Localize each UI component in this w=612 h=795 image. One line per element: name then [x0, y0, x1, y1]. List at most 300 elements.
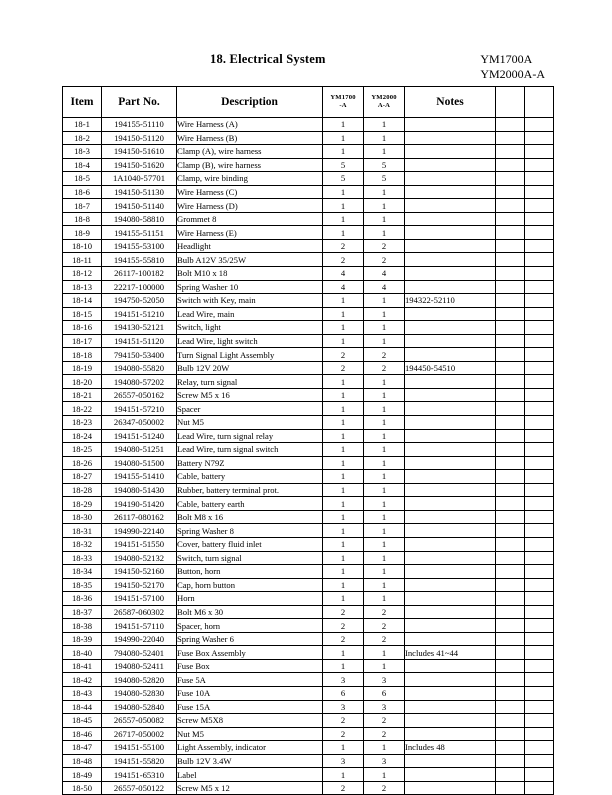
cell-notes	[405, 781, 496, 795]
cell-extra-2	[525, 537, 554, 551]
table-row	[63, 768, 554, 782]
cell-part-no: 26557-050162	[102, 388, 177, 402]
cell-extra-2	[525, 551, 554, 565]
cell-extra-1	[496, 456, 525, 470]
cell-extra-2	[525, 646, 554, 660]
cell-notes	[405, 619, 496, 633]
cell-extra-1	[496, 673, 525, 687]
cell-extra-1	[496, 714, 525, 728]
cell-qty-ym1700a: 1	[323, 388, 364, 402]
cell-description: Fuse 15A	[177, 700, 323, 714]
cell-part-no: 194080-51251	[102, 443, 177, 457]
cell-item: 18-1	[63, 118, 102, 132]
cell-qty-ym1700a: 1	[323, 565, 364, 579]
cell-qty-ym1700a: 1	[323, 768, 364, 782]
cell-extra-1	[496, 158, 525, 172]
table-row	[63, 605, 554, 619]
cell-description: Wire Harness (E)	[177, 226, 323, 240]
cell-extra-2	[525, 294, 554, 308]
cell-extra-2	[525, 321, 554, 335]
table-row	[63, 686, 554, 700]
table-row	[63, 592, 554, 606]
cell-notes	[405, 348, 496, 362]
column-header-item: Item	[63, 87, 102, 118]
cell-extra-2	[525, 781, 554, 795]
cell-qty-ym2000a-a: 1	[364, 565, 405, 579]
cell-notes	[405, 199, 496, 213]
cell-qty-ym1700a: 2	[323, 348, 364, 362]
cell-qty-ym1700a: 1	[323, 483, 364, 497]
cell-extra-1	[496, 267, 525, 281]
cell-description: Relay, turn signal	[177, 375, 323, 389]
cell-part-no: 194155-53100	[102, 239, 177, 253]
cell-notes	[405, 280, 496, 294]
cell-qty-ym1700a: 1	[323, 470, 364, 484]
cell-description: Fuse Box Assembly	[177, 646, 323, 660]
cell-extra-1	[496, 686, 525, 700]
cell-notes	[405, 267, 496, 281]
cell-item: 18-24	[63, 429, 102, 443]
table-row	[63, 551, 554, 565]
cell-qty-ym2000a-a: 1	[364, 388, 405, 402]
cell-part-no: 22217-100000	[102, 280, 177, 294]
table-row	[63, 781, 554, 795]
cell-part-no: 194150-51130	[102, 185, 177, 199]
cell-part-no: 194190-51420	[102, 497, 177, 511]
cell-description: Bolt M6 x 30	[177, 605, 323, 619]
cell-description: Bolt M8 x 16	[177, 510, 323, 524]
cell-description: Wire Harness (D)	[177, 199, 323, 213]
cell-qty-ym2000a-a: 5	[364, 158, 405, 172]
cell-item: 18-2	[63, 131, 102, 145]
cell-part-no: 194080-51430	[102, 483, 177, 497]
table-row	[63, 565, 554, 579]
cell-qty-ym1700a: 2	[323, 605, 364, 619]
cell-qty-ym2000a-a: 1	[364, 199, 405, 213]
cell-notes: 194450-54510	[405, 361, 496, 375]
cell-description: Wire Harness (B)	[177, 131, 323, 145]
cell-qty-ym1700a: 1	[323, 145, 364, 159]
cell-description: Button, horn	[177, 565, 323, 579]
cell-extra-1	[496, 524, 525, 538]
table-row	[63, 524, 554, 538]
cell-description: Turn Signal Light Assembly	[177, 348, 323, 362]
cell-item: 18-39	[63, 632, 102, 646]
cell-item: 18-35	[63, 578, 102, 592]
table-row	[63, 253, 554, 267]
cell-qty-ym2000a-a: 1	[364, 524, 405, 538]
cell-part-no: 194151-57110	[102, 619, 177, 633]
cell-item: 18-18	[63, 348, 102, 362]
cell-qty-ym2000a-a: 1	[364, 551, 405, 565]
cell-qty-ym2000a-a: 2	[364, 239, 405, 253]
cell-extra-2	[525, 619, 554, 633]
cell-extra-1	[496, 768, 525, 782]
model-designation-block	[480, 52, 545, 82]
cell-item: 18-25	[63, 443, 102, 457]
cell-notes: Includes 41~44	[405, 646, 496, 660]
cell-qty-ym1700a: 1	[323, 537, 364, 551]
cell-qty-ym1700a: 3	[323, 673, 364, 687]
cell-notes	[405, 537, 496, 551]
cell-item: 18-22	[63, 402, 102, 416]
cell-extra-1	[496, 537, 525, 551]
cell-qty-ym2000a-a: 1	[364, 226, 405, 240]
cell-notes: Includes 48	[405, 741, 496, 755]
cell-description: Bulb 12V 20W	[177, 361, 323, 375]
cell-extra-1	[496, 510, 525, 524]
cell-description: Cable, battery	[177, 470, 323, 484]
cell-extra-2	[525, 402, 554, 416]
table-row	[63, 578, 554, 592]
cell-qty-ym1700a: 1	[323, 497, 364, 511]
cell-description: Lead Wire, turn signal switch	[177, 443, 323, 457]
cell-extra-1	[496, 307, 525, 321]
cell-notes	[405, 700, 496, 714]
cell-item: 18-7	[63, 199, 102, 213]
cell-extra-1	[496, 348, 525, 362]
table-row	[63, 659, 554, 673]
cell-notes	[405, 253, 496, 267]
cell-description: Clamp (B), wire harness	[177, 158, 323, 172]
cell-item: 18-45	[63, 714, 102, 728]
cell-part-no: 194151-57210	[102, 402, 177, 416]
cell-qty-ym2000a-a: 4	[364, 280, 405, 294]
cell-qty-ym2000a-a: 5	[364, 172, 405, 186]
cell-notes	[405, 659, 496, 673]
cell-qty-ym2000a-a: 4	[364, 267, 405, 281]
cell-extra-1	[496, 334, 525, 348]
cell-extra-2	[525, 226, 554, 240]
cell-description: Screw M5 x 12	[177, 781, 323, 795]
cell-item: 18-23	[63, 416, 102, 430]
cell-part-no: 194155-51410	[102, 470, 177, 484]
cell-notes	[405, 185, 496, 199]
cell-part-no: 194150-52160	[102, 565, 177, 579]
column-header-ym1700a-line2: -A	[339, 102, 347, 109]
cell-part-no: 194130-52121	[102, 321, 177, 335]
cell-extra-2	[525, 443, 554, 457]
cell-qty-ym1700a: 2	[323, 619, 364, 633]
cell-qty-ym2000a-a: 1	[364, 212, 405, 226]
cell-part-no: 194080-57202	[102, 375, 177, 389]
parts-table-body	[63, 118, 554, 795]
cell-notes	[405, 172, 496, 186]
cell-qty-ym1700a: 2	[323, 361, 364, 375]
column-header-ym2000a-a-line1: YM2000	[371, 94, 397, 101]
cell-item: 18-43	[63, 686, 102, 700]
cell-qty-ym1700a: 1	[323, 212, 364, 226]
cell-qty-ym2000a-a: 1	[364, 510, 405, 524]
cell-notes	[405, 402, 496, 416]
cell-notes	[405, 443, 496, 457]
cell-qty-ym2000a-a: 1	[364, 416, 405, 430]
cell-qty-ym1700a: 1	[323, 199, 364, 213]
cell-qty-ym1700a: 1	[323, 402, 364, 416]
cell-extra-2	[525, 456, 554, 470]
cell-description: Light Assembly, indicator	[177, 741, 323, 755]
cell-qty-ym2000a-a: 1	[364, 145, 405, 159]
column-header-extra-1	[496, 87, 525, 118]
cell-extra-2	[525, 239, 554, 253]
cell-item: 18-20	[63, 375, 102, 389]
cell-part-no: 194151-51550	[102, 537, 177, 551]
cell-description: Wire Harness (C)	[177, 185, 323, 199]
cell-qty-ym1700a: 3	[323, 754, 364, 768]
cell-extra-2	[525, 754, 554, 768]
cell-extra-1	[496, 226, 525, 240]
cell-description: Cap, horn button	[177, 578, 323, 592]
table-row	[63, 388, 554, 402]
cell-qty-ym2000a-a: 1	[364, 443, 405, 457]
cell-notes	[405, 632, 496, 646]
cell-item: 18-47	[63, 741, 102, 755]
cell-item: 18-28	[63, 483, 102, 497]
cell-part-no: 1A1040-57701	[102, 172, 177, 186]
cell-extra-2	[525, 172, 554, 186]
cell-extra-1	[496, 416, 525, 430]
table-row	[63, 483, 554, 497]
cell-description: Switch, light	[177, 321, 323, 335]
cell-notes	[405, 754, 496, 768]
cell-qty-ym1700a: 1	[323, 429, 364, 443]
table-row	[63, 754, 554, 768]
cell-part-no: 194150-51610	[102, 145, 177, 159]
cell-description: Spring Washer 8	[177, 524, 323, 538]
cell-description: Bulb 12V 3.4W	[177, 754, 323, 768]
cell-part-no: 26347-050002	[102, 416, 177, 430]
cell-item: 18-46	[63, 727, 102, 741]
cell-item: 18-38	[63, 619, 102, 633]
cell-description: Spring Washer 6	[177, 632, 323, 646]
table-row	[63, 375, 554, 389]
cell-part-no: 194150-52170	[102, 578, 177, 592]
cell-description: Clamp (A), wire harness	[177, 145, 323, 159]
cell-extra-2	[525, 483, 554, 497]
cell-qty-ym1700a: 2	[323, 714, 364, 728]
cell-extra-2	[525, 470, 554, 484]
cell-item: 18-27	[63, 470, 102, 484]
cell-part-no: 194150-51620	[102, 158, 177, 172]
cell-part-no: 194080-51500	[102, 456, 177, 470]
cell-description: Screw M5 x 16	[177, 388, 323, 402]
table-row	[63, 714, 554, 728]
cell-item: 18-4	[63, 158, 102, 172]
cell-qty-ym1700a: 1	[323, 307, 364, 321]
column-header-extra-2	[525, 87, 554, 118]
parts-table	[62, 86, 554, 795]
cell-part-no: 194151-55820	[102, 754, 177, 768]
table-row	[63, 212, 554, 226]
cell-qty-ym1700a: 4	[323, 267, 364, 281]
cell-description: Nut M5	[177, 416, 323, 430]
cell-notes	[405, 456, 496, 470]
cell-extra-2	[525, 700, 554, 714]
cell-notes	[405, 334, 496, 348]
cell-notes	[405, 470, 496, 484]
cell-extra-1	[496, 443, 525, 457]
cell-notes	[405, 145, 496, 159]
cell-extra-1	[496, 402, 525, 416]
table-row	[63, 348, 554, 362]
cell-description: Nut M5	[177, 727, 323, 741]
cell-item: 18-5	[63, 172, 102, 186]
cell-description: Rubber, battery terminal prot.	[177, 483, 323, 497]
cell-extra-1	[496, 361, 525, 375]
cell-part-no: 794080-52401	[102, 646, 177, 660]
cell-qty-ym1700a: 2	[323, 239, 364, 253]
cell-notes	[405, 239, 496, 253]
table-row	[63, 429, 554, 443]
cell-part-no: 194151-55100	[102, 741, 177, 755]
cell-extra-1	[496, 619, 525, 633]
parts-table-head	[63, 87, 554, 118]
cell-part-no: 194151-51210	[102, 307, 177, 321]
cell-part-no: 194080-52840	[102, 700, 177, 714]
table-row	[63, 497, 554, 511]
cell-item: 18-34	[63, 565, 102, 579]
cell-item: 18-3	[63, 145, 102, 159]
cell-part-no: 26557-050122	[102, 781, 177, 795]
cell-description: Spacer, horn	[177, 619, 323, 633]
cell-item: 18-36	[63, 592, 102, 606]
table-row	[63, 537, 554, 551]
cell-description: Spring Washer 10	[177, 280, 323, 294]
table-row	[63, 470, 554, 484]
cell-part-no: 194080-58810	[102, 212, 177, 226]
cell-extra-2	[525, 578, 554, 592]
cell-extra-2	[525, 429, 554, 443]
cell-item: 18-14	[63, 294, 102, 308]
cell-qty-ym2000a-a: 1	[364, 402, 405, 416]
cell-extra-1	[496, 185, 525, 199]
cell-extra-1	[496, 551, 525, 565]
table-row	[63, 267, 554, 281]
cell-qty-ym1700a: 1	[323, 185, 364, 199]
cell-notes	[405, 510, 496, 524]
cell-part-no: 26117-080162	[102, 510, 177, 524]
cell-part-no: 194151-57100	[102, 592, 177, 606]
cell-description: Fuse 5A	[177, 673, 323, 687]
cell-part-no: 194750-52050	[102, 294, 177, 308]
cell-extra-2	[525, 768, 554, 782]
cell-item: 18-15	[63, 307, 102, 321]
cell-extra-1	[496, 212, 525, 226]
cell-item: 18-11	[63, 253, 102, 267]
cell-description: Clamp, wire binding	[177, 172, 323, 186]
cell-extra-2	[525, 267, 554, 281]
cell-description: Label	[177, 768, 323, 782]
cell-qty-ym1700a: 1	[323, 456, 364, 470]
cell-notes	[405, 307, 496, 321]
cell-extra-2	[525, 307, 554, 321]
cell-extra-1	[496, 592, 525, 606]
cell-qty-ym2000a-a: 1	[364, 741, 405, 755]
cell-extra-1	[496, 280, 525, 294]
cell-qty-ym2000a-a: 1	[364, 375, 405, 389]
cell-extra-1	[496, 470, 525, 484]
cell-qty-ym1700a: 2	[323, 781, 364, 795]
cell-extra-1	[496, 388, 525, 402]
cell-description: Grommet 8	[177, 212, 323, 226]
cell-extra-2	[525, 199, 554, 213]
cell-item: 18-10	[63, 239, 102, 253]
cell-extra-1	[496, 578, 525, 592]
cell-extra-2	[525, 524, 554, 538]
cell-extra-2	[525, 714, 554, 728]
table-row	[63, 443, 554, 457]
cell-qty-ym1700a: 1	[323, 416, 364, 430]
cell-notes	[405, 118, 496, 132]
cell-extra-2	[525, 145, 554, 159]
cell-qty-ym1700a: 1	[323, 659, 364, 673]
cell-qty-ym2000a-a: 2	[364, 348, 405, 362]
cell-extra-2	[525, 659, 554, 673]
cell-extra-1	[496, 172, 525, 186]
table-row	[63, 172, 554, 186]
column-header-ym2000a-a-line2: A-A	[377, 102, 391, 109]
cell-qty-ym2000a-a: 1	[364, 578, 405, 592]
cell-description: Lead Wire, turn signal relay	[177, 429, 323, 443]
cell-extra-2	[525, 212, 554, 226]
cell-qty-ym1700a: 2	[323, 253, 364, 267]
cell-notes	[405, 429, 496, 443]
cell-qty-ym1700a: 1	[323, 510, 364, 524]
document-header	[62, 52, 545, 86]
cell-extra-2	[525, 565, 554, 579]
cell-qty-ym2000a-a: 1	[364, 294, 405, 308]
cell-part-no: 194080-52132	[102, 551, 177, 565]
cell-part-no: 194151-51120	[102, 334, 177, 348]
cell-description: Lead Wire, light switch	[177, 334, 323, 348]
table-row	[63, 199, 554, 213]
cell-description: Cover, battery fluid inlet	[177, 537, 323, 551]
cell-notes	[405, 592, 496, 606]
cell-qty-ym1700a: 1	[323, 592, 364, 606]
cell-extra-2	[525, 253, 554, 267]
table-row	[63, 673, 554, 687]
cell-extra-1	[496, 727, 525, 741]
cell-description: Switch, turn signal	[177, 551, 323, 565]
cell-extra-2	[525, 348, 554, 362]
table-row	[63, 226, 554, 240]
cell-item: 18-17	[63, 334, 102, 348]
table-row	[63, 131, 554, 145]
cell-extra-2	[525, 375, 554, 389]
cell-extra-2	[525, 497, 554, 511]
table-row	[63, 632, 554, 646]
cell-extra-2	[525, 185, 554, 199]
cell-item: 18-31	[63, 524, 102, 538]
column-header-ym2000a-a	[364, 87, 405, 118]
cell-extra-1	[496, 239, 525, 253]
cell-part-no: 26557-050082	[102, 714, 177, 728]
cell-part-no: 194080-52830	[102, 686, 177, 700]
table-row	[63, 361, 554, 375]
cell-extra-1	[496, 199, 525, 213]
cell-qty-ym2000a-a: 2	[364, 605, 405, 619]
cell-part-no: 194155-51151	[102, 226, 177, 240]
cell-notes	[405, 375, 496, 389]
cell-description: Fuse Box	[177, 659, 323, 673]
column-header-ym1700a-line1: YM1700	[330, 94, 356, 101]
cell-extra-2	[525, 388, 554, 402]
table-row	[63, 158, 554, 172]
cell-extra-2	[525, 280, 554, 294]
cell-qty-ym1700a: 1	[323, 741, 364, 755]
cell-qty-ym1700a: 1	[323, 131, 364, 145]
cell-qty-ym2000a-a: 1	[364, 131, 405, 145]
